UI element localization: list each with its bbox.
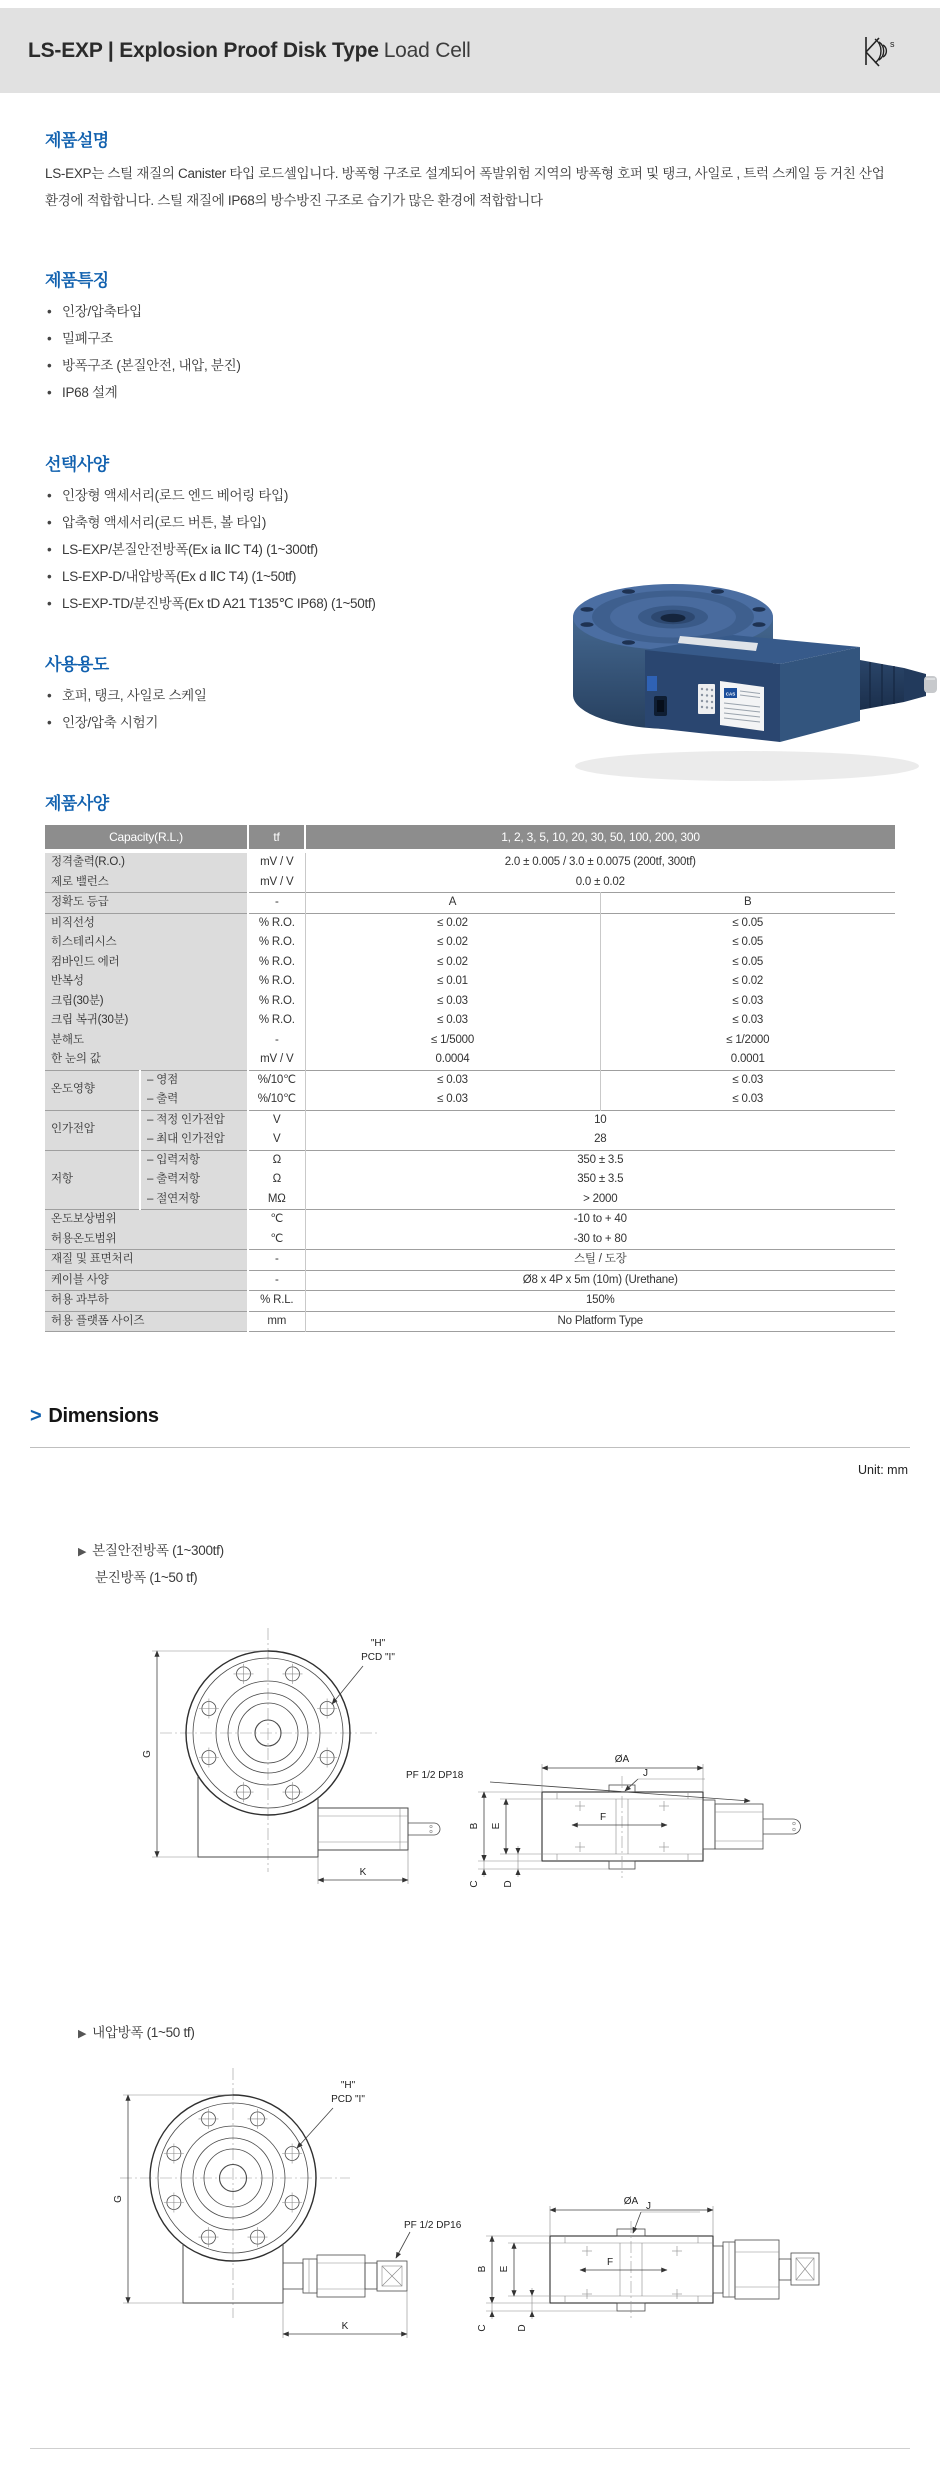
svg-text:ØA: ØA: [623, 2196, 639, 2207]
table-row: [45, 873, 895, 893]
spec-label-cell: 크립 복귀(30분): [45, 1011, 248, 1031]
svg-text:E: E: [491, 1822, 502, 1830]
spec-unit-cell: % R.O.: [248, 933, 305, 953]
drawing1-caption: ▶ 본질안전방폭 (1~300tf) 분진방폭 (1~50 tf): [78, 1543, 224, 1585]
chevron-right-icon: >: [30, 1405, 42, 1427]
list-item: • LS-EXP-D/내압방폭(Ex d ⅡC T4) (1~50tf): [45, 563, 895, 590]
spec-value-cell: 2.0 ± 0.005 / 3.0 ± 0.0075 (200tf, 300tf): [504, 856, 696, 868]
dimensions-heading: > Dimensions: [30, 1405, 159, 1427]
spec-unit-cell: V: [248, 1110, 305, 1130]
spec-table-block: [45, 1150, 895, 1210]
svg-text:B: B: [477, 2265, 488, 2273]
table-row: [45, 1311, 895, 1332]
spec-group-cell: 저항: [45, 1150, 140, 1210]
table-row: [45, 1011, 895, 1031]
spec-unit-cell: ℃: [248, 1230, 305, 1250]
list-item: • LS-EXP-TD/분진방폭(Ex tD A21 T135℃ IP68) (1~50tf): [45, 590, 895, 617]
spec-table-block: [45, 1210, 895, 1250]
spec-header-unit: tf: [248, 825, 305, 851]
list-item: • 호퍼, 탱크, 사일로 스케일: [45, 682, 895, 709]
svg-text:J: J: [643, 1768, 648, 1779]
spec-table-block: [45, 1110, 895, 1150]
spec-table-block: [45, 1311, 895, 1332]
spec-unit-cell: mm: [248, 1311, 305, 1332]
spec-value-cell-b: ≤ 0.03: [732, 1093, 764, 1105]
svg-text:PCD "I": PCD "I": [331, 2094, 365, 2105]
spec-table-header: [45, 825, 895, 851]
spec-value-cell: > 2000: [583, 1192, 618, 1205]
spec-value-cell-a: ≤ 1/5000: [305, 1031, 600, 1051]
list-item: • LS-EXP/본질안전방폭(Ex ia ⅡC T4) (1~300tf): [45, 536, 895, 563]
spec-label-cell: 허용 플랫폼 사이즈: [45, 1311, 248, 1332]
unit-note: Unit: mm: [858, 1463, 908, 1477]
spec-label-cell: – 입력저항: [140, 1150, 248, 1170]
table-row: [45, 1190, 895, 1210]
spec-value-cell-a: ≤ 0.02: [305, 953, 600, 973]
spec-unit-cell: % R.O.: [248, 992, 305, 1012]
svg-text:C: C: [477, 2324, 488, 2332]
product-description-text: LS-EXP는 스틸 재질의 Canister 타입 로드셀입니다. 방폭형 구조로 설계되어 폭발위험 지역의 방폭형 호퍼 및 탱크, 사일로 , 트럭 스케일 등 거친 산업 환경에 적합합니다. 스틸 재질에 IP68의 방수방진 구조로 습기가 많은 환경에 적합합니다: [45, 166, 885, 208]
spec-table-block: [45, 1070, 895, 1110]
table-row: [45, 933, 895, 953]
section-heading: 제품특징: [45, 271, 109, 290]
svg-text:E: E: [499, 2265, 510, 2273]
spec-value-cell-a: A: [305, 893, 600, 914]
svg-text:G: G: [113, 2195, 124, 2203]
spec-label-cell: – 영점: [140, 1070, 248, 1090]
section-product-features: [45, 266, 895, 406]
spec-value-cell-a: ≤ 0.03: [305, 1070, 600, 1090]
spec-value-cell-b: ≤ 0.02: [732, 975, 764, 987]
spec-unit-cell: Ω: [248, 1170, 305, 1190]
spec-unit-cell: % R.O.: [248, 953, 305, 973]
table-row: [45, 1050, 895, 1070]
spec-unit-cell: -: [248, 1250, 305, 1271]
spec-unit-cell: %/10℃: [248, 1070, 305, 1090]
list-item: • 밀폐구조: [45, 325, 895, 352]
spec-table-block: [45, 893, 895, 914]
spec-value-cell: 10: [594, 1113, 607, 1126]
svg-text:K: K: [341, 2321, 349, 2332]
spec-label-cell: 허용온도범위: [45, 1230, 248, 1250]
triangle-bullet-icon: ▶: [78, 1546, 87, 1558]
svg-text:G: G: [142, 1750, 153, 1758]
spec-unit-cell: ℃: [248, 1210, 305, 1230]
spec-value-cell: -30 to + 80: [573, 1232, 627, 1245]
table-row: [45, 1110, 895, 1130]
divider: [30, 2448, 910, 2449]
section-specifications: [45, 789, 895, 1332]
spec-unit-cell: mV / V: [248, 873, 305, 893]
svg-text:PF 1/2 DP16: PF 1/2 DP16: [404, 2220, 462, 2231]
table-row: [45, 1090, 895, 1110]
spec-value-cell-b: ≤ 0.03: [732, 994, 764, 1007]
spec-value-cell-a: 0.0004: [305, 1050, 600, 1070]
svg-text:PCD "I": PCD "I": [361, 1652, 395, 1663]
spec-unit-cell: %/10℃: [248, 1090, 305, 1110]
spec-value-cell-b: 0.0001: [730, 1053, 765, 1065]
spec-label-cell: 허용 과부하: [45, 1291, 248, 1312]
spec-table-block: [45, 913, 895, 1070]
spec-label-cell: 케이블 사양: [45, 1270, 248, 1291]
spec-table: [45, 825, 895, 1332]
spec-value-cell-b: ≤ 0.05: [732, 916, 764, 929]
section-heading: 선택사양: [45, 455, 109, 474]
svg-text:J: J: [646, 2201, 651, 2212]
kcs-certification-icon: [862, 35, 896, 67]
product-photo-load-cell: [552, 548, 937, 793]
spec-label-cell: 정격출력(R.O.): [45, 851, 248, 873]
svg-text:D: D: [517, 2324, 528, 2332]
spec-unit-cell: Ω: [248, 1150, 305, 1170]
triangle-bullet-icon: ▶: [78, 2028, 87, 2040]
svg-text:s: s: [890, 39, 895, 49]
page-title: [28, 8, 471, 93]
spec-value-cell: Ø8 x 4P x 5m (10m) (Urethane): [522, 1273, 678, 1286]
spec-label-cell: – 출력: [140, 1090, 248, 1110]
table-row: [45, 1291, 895, 1312]
spec-group-cell: 온도영향: [45, 1070, 140, 1110]
svg-text:"H": "H": [370, 1638, 386, 1649]
section-heading: 사용용도: [45, 655, 109, 674]
table-row: [45, 1130, 895, 1150]
spec-label-cell: 온도보상범위: [45, 1210, 248, 1230]
svg-text:D: D: [503, 1880, 514, 1888]
spec-unit-cell: MΩ: [248, 1190, 305, 1210]
svg-text:K: K: [359, 1867, 367, 1878]
section-heading: 제품설명: [45, 131, 109, 150]
table-row: [45, 1210, 895, 1230]
spec-label-cell: 분해도: [45, 1031, 248, 1051]
table-row: [45, 953, 895, 973]
spec-value-cell-a: ≤ 0.03: [305, 1090, 600, 1110]
product-type-title: Load Cell: [383, 39, 471, 62]
list-item: • 방폭구조 (본질안전, 내압, 분진): [45, 352, 895, 379]
spec-table-block: [45, 1270, 895, 1291]
list-item: • 인장/압축 시험기: [45, 709, 895, 736]
spec-table-block: [45, 851, 895, 893]
spec-label-cell: – 출력저항: [140, 1170, 248, 1190]
spec-unit-cell: -: [248, 1031, 305, 1051]
spec-label-cell: 컴바인드 에러: [45, 953, 248, 973]
spec-label-cell: 히스테리시스: [45, 933, 248, 953]
spec-value-cell: 스틸 / 도장: [573, 1253, 627, 1265]
spec-value-cell-a: ≤ 0.01: [305, 972, 600, 992]
spec-unit-cell: mV / V: [248, 851, 305, 873]
spec-label-cell: 비직선성: [45, 913, 248, 933]
spec-unit-cell: V: [248, 1130, 305, 1150]
spec-header-range: 1, 2, 3, 5, 10, 20, 30, 50, 100, 200, 300: [305, 825, 895, 851]
spec-unit-cell: mV / V: [248, 1050, 305, 1070]
table-row: [45, 992, 895, 1012]
list-item: • 인장/압축타입: [45, 298, 895, 325]
section-product-description: [45, 126, 895, 214]
svg-text:"H": "H": [340, 2080, 356, 2091]
table-row: [45, 1070, 895, 1090]
spec-label-cell: 반복성: [45, 972, 248, 992]
brand-text: CAS: [725, 691, 736, 697]
spec-unit-cell: % R.O.: [248, 1011, 305, 1031]
spec-unit-cell: % R.O.: [248, 972, 305, 992]
spec-value-cell-a: ≤ 0.02: [305, 913, 600, 933]
table-row: [45, 972, 895, 992]
svg-text:F: F: [606, 2257, 614, 2268]
feature-list: [45, 298, 895, 406]
spec-label-cell: – 최대 인가전압: [140, 1130, 248, 1150]
spec-label-cell: – 적정 인가전압: [140, 1110, 248, 1130]
spec-value-cell-b: ≤ 0.05: [732, 955, 764, 968]
spec-unit-cell: % R.L.: [248, 1291, 305, 1312]
spec-label-cell: 재질 및 표면처리: [45, 1250, 248, 1271]
spec-value-cell: 150%: [585, 1294, 615, 1306]
spec-unit-cell: -: [248, 1270, 305, 1291]
spec-value-cell-a: ≤ 0.02: [305, 933, 600, 953]
spec-value-cell: 28: [594, 1133, 607, 1145]
spec-value-cell-b: ≤ 0.05: [732, 936, 764, 948]
table-row: [45, 1270, 895, 1291]
list-item: • IP68 설계: [45, 379, 895, 406]
divider: [30, 1447, 910, 1448]
list-item: • 인장형 액세서리(로드 엔드 베어링 타입): [45, 482, 895, 509]
spec-value-cell: 350 ± 3.5: [577, 1173, 624, 1185]
dimension-drawing-flameproof: [60, 2056, 900, 2436]
product-model-title: LS-EXP | Explosion Proof Disk Type: [28, 39, 379, 62]
svg-text:B: B: [469, 1822, 480, 1830]
spec-label-cell: 크립(30분): [45, 992, 248, 1012]
spec-label-cell: 제로 밸런스: [45, 873, 248, 893]
svg-text:C: C: [469, 1880, 480, 1888]
page-header: [0, 8, 940, 93]
spec-label-cell: 한 눈의 값: [45, 1050, 248, 1070]
list-item: • 압축형 액세서리(로드 버튼, 볼 타입): [45, 509, 895, 536]
spec-label-cell: 정확도 등급: [45, 893, 248, 914]
table-row: [45, 893, 895, 914]
svg-text:ØA: ØA: [614, 1754, 630, 1765]
spec-value-cell-b: ≤ 0.03: [732, 1014, 764, 1026]
spec-table-block: [45, 1291, 895, 1312]
table-row: [45, 1031, 895, 1051]
drawing2-caption: ▶ 내압방폭 (1~50 tf): [78, 2025, 195, 2040]
spec-value-cell: 350 ± 3.5: [577, 1153, 624, 1166]
spec-table-block: [45, 1250, 895, 1271]
table-row: [45, 1230, 895, 1250]
table-row: [45, 851, 895, 873]
spec-value-cell-b: B: [744, 896, 752, 908]
spec-label-cell: – 절연저항: [140, 1190, 248, 1210]
spec-value-cell: -10 to + 40: [573, 1213, 627, 1225]
table-row: [45, 1150, 895, 1170]
spec-header-capacity: Capacity(R.L.): [45, 825, 248, 851]
table-row: [45, 1250, 895, 1271]
spec-header-row: [45, 825, 895, 851]
spec-unit-cell: -: [248, 893, 305, 914]
section-heading: 제품사양: [45, 794, 109, 813]
table-row: [45, 913, 895, 933]
table-row: [45, 1170, 895, 1190]
dimension-drawing-intrinsic-safe: [60, 1620, 900, 1950]
svg-text:F: F: [599, 1812, 607, 1823]
spec-value-cell-b: ≤ 1/2000: [726, 1033, 770, 1046]
spec-value-cell: 0.0 ± 0.02: [575, 875, 625, 888]
spec-value-cell-a: ≤ 0.03: [305, 1011, 600, 1031]
spec-unit-cell: % R.O.: [248, 913, 305, 933]
spec-value-cell: No Platform Type: [557, 1314, 643, 1327]
spec-value-cell-b: ≤ 0.03: [732, 1073, 764, 1086]
spec-value-cell-a: ≤ 0.03: [305, 992, 600, 1012]
spec-group-cell: 인가전압: [45, 1110, 140, 1150]
svg-text:PF 1/2 DP18: PF 1/2 DP18: [406, 1770, 464, 1781]
